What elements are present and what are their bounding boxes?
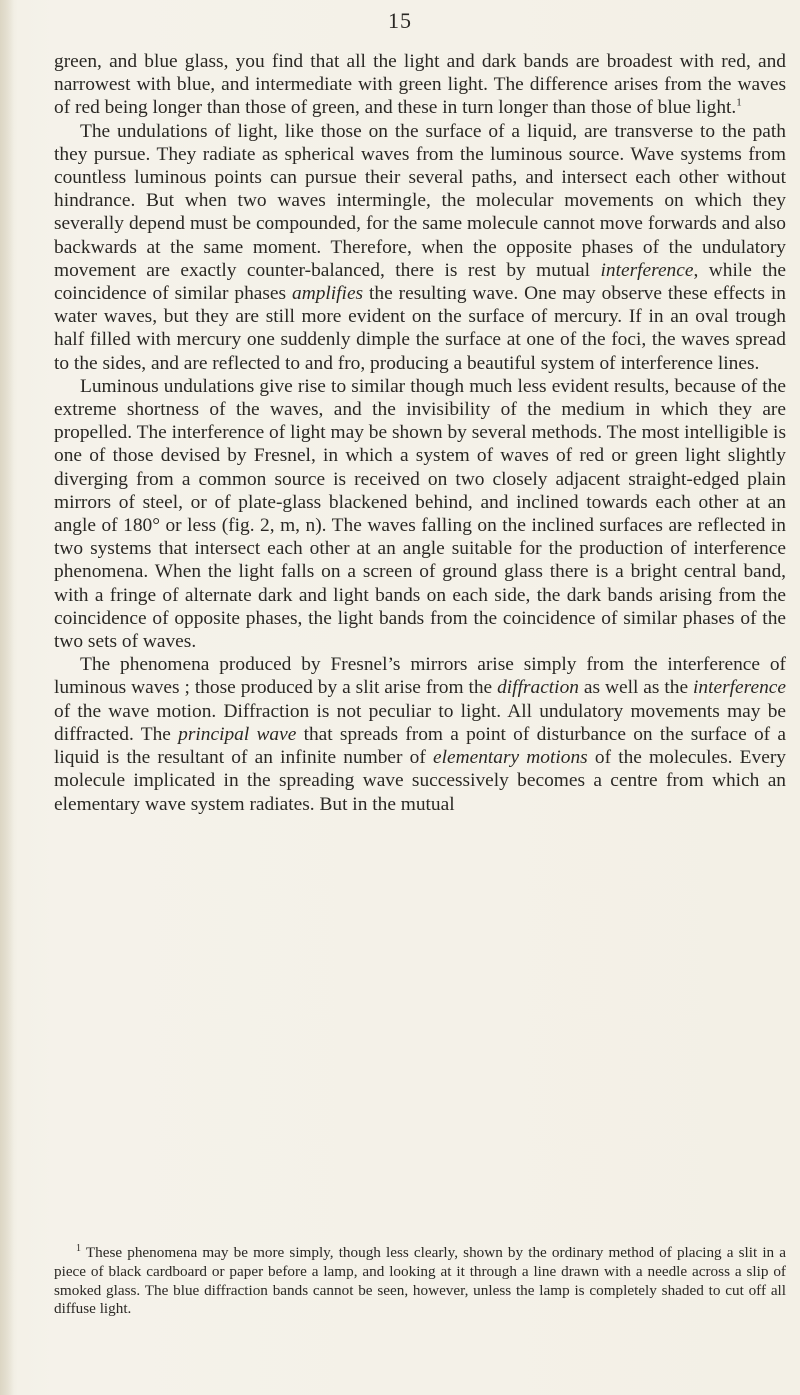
footnote-marker: 1 xyxy=(76,1243,81,1254)
paragraph-4-text-e: of the molecules. Every molecule implicated in the spreading wave successively becomes a centre from which an elementary wave system radiates. But in the mutual xyxy=(54,747,786,815)
paragraph-2 xyxy=(54,120,786,375)
paragraph-1-text: green, and blue glass, you find that all the light and dark bands are broadest with red, and narrowest with blue, and intermediate with green light. The difference arises from the waves of red being longer than those of green, and these in turn longer than those of blue light. xyxy=(54,51,786,119)
paragraph-2-emphasis-interference: interference xyxy=(600,259,694,281)
footnote-reference: 1 xyxy=(736,96,742,109)
footnote-1 xyxy=(54,1240,786,1319)
paragraph-4-text-a: The phenomena produced by Fresnel’s mirrors arise simply from the interference of luminous waves ; those produced by a slit arise from the xyxy=(54,654,786,699)
paragraph-4-emphasis-elementary-motions: elementary motions xyxy=(432,747,588,769)
page-number: 15 xyxy=(388,8,412,33)
footnotes xyxy=(54,1240,786,1319)
paragraph-4-text-d: that spreads from a point of disturbance on the surface of a liquid is the resultant of an infinite number of xyxy=(54,723,786,769)
paragraph-3: Luminous undulations give rise to similar though much less evident results, because of the extreme shortness of the waves, and the invisibility of the medium in which they are propelled. The interference of light may be shown by several methods. The most intelligible is one of those devised by Fresnel, in which a system of waves of red or green light slightly diverging from a common source is received on two closely adjacent straight-edged plain mirrors of steel, or of plate-glass blackened behind, and inclined towards each other at an angle of 180° or less (fig. 2, m, n). The waves falling on the inclined surfaces are reflected in two systems that intersect each other at an angle suitable for the production of interference phenomena. When the light falls on a screen of ground glass there is a bright central band, with a fringe of alternate dark and light bands on each side, the dark bands arising from the coincidence of opposite phases, the light bands from the coincidence of similar phases of the two sets of waves. xyxy=(54,375,786,653)
paragraph-1 xyxy=(54,50,786,120)
binding-shadow xyxy=(0,0,14,1395)
paragraph-4 xyxy=(54,653,786,815)
paragraph-4-emphasis-diffraction: diffraction xyxy=(497,677,579,699)
paragraph-4-text-b: as well as the xyxy=(578,677,694,699)
paragraph-4-emphasis-principal-wave: principal wave xyxy=(178,723,297,745)
main-text xyxy=(54,50,786,816)
paragraph-2-text-a: The undulations of light, like those on the surface of a liquid, are transverse to the path they pursue. They radiate as spherical waves from the luminous source. Wave systems from countless luminous points can pursue their several paths, and intersect each other without hindrance. But when two waves intermingle, the molecular movements on which they severally depend must be compounded, for the same molecule cannot move forwards and also backwards at the same moment. Therefore, when the opposite phases of the undulatory movement are exactly counter-balanced, there is rest by mutual xyxy=(54,120,786,281)
paragraph-4-text-c: of the wave motion. Diffraction is not peculiar to light. All undulatory movements may be diffracted. The xyxy=(54,700,786,745)
paragraph-4-emphasis-interference: interference xyxy=(693,677,786,699)
paragraph-2-emphasis-amplifies: amplifies xyxy=(292,283,364,305)
paragraph-2-text-c: the resulting wave. One may observe these effects in water waves, but they are still more evident on the surface of mercury. If in an oval trough half filled with mercury one suddenly dimple the surface at one of the foci, the waves spread to the sides, and are reflected to and fro, producing a beautiful system of interference lines. xyxy=(54,283,786,374)
paragraph-2-text-b: , while the coincidence of similar phases xyxy=(54,259,786,305)
footnote-text: These phenomena may be more simply, though less clearly, shown by the ordinary method of placing a slit in a piece of black cardboard or paper before a lamp, and looking at it through a line drawn with a needle across a slip of smoked glass. The blue diffraction bands cannot be seen, however, unless the lamp is completely shaded to cut off all diffuse light. xyxy=(54,1244,786,1318)
